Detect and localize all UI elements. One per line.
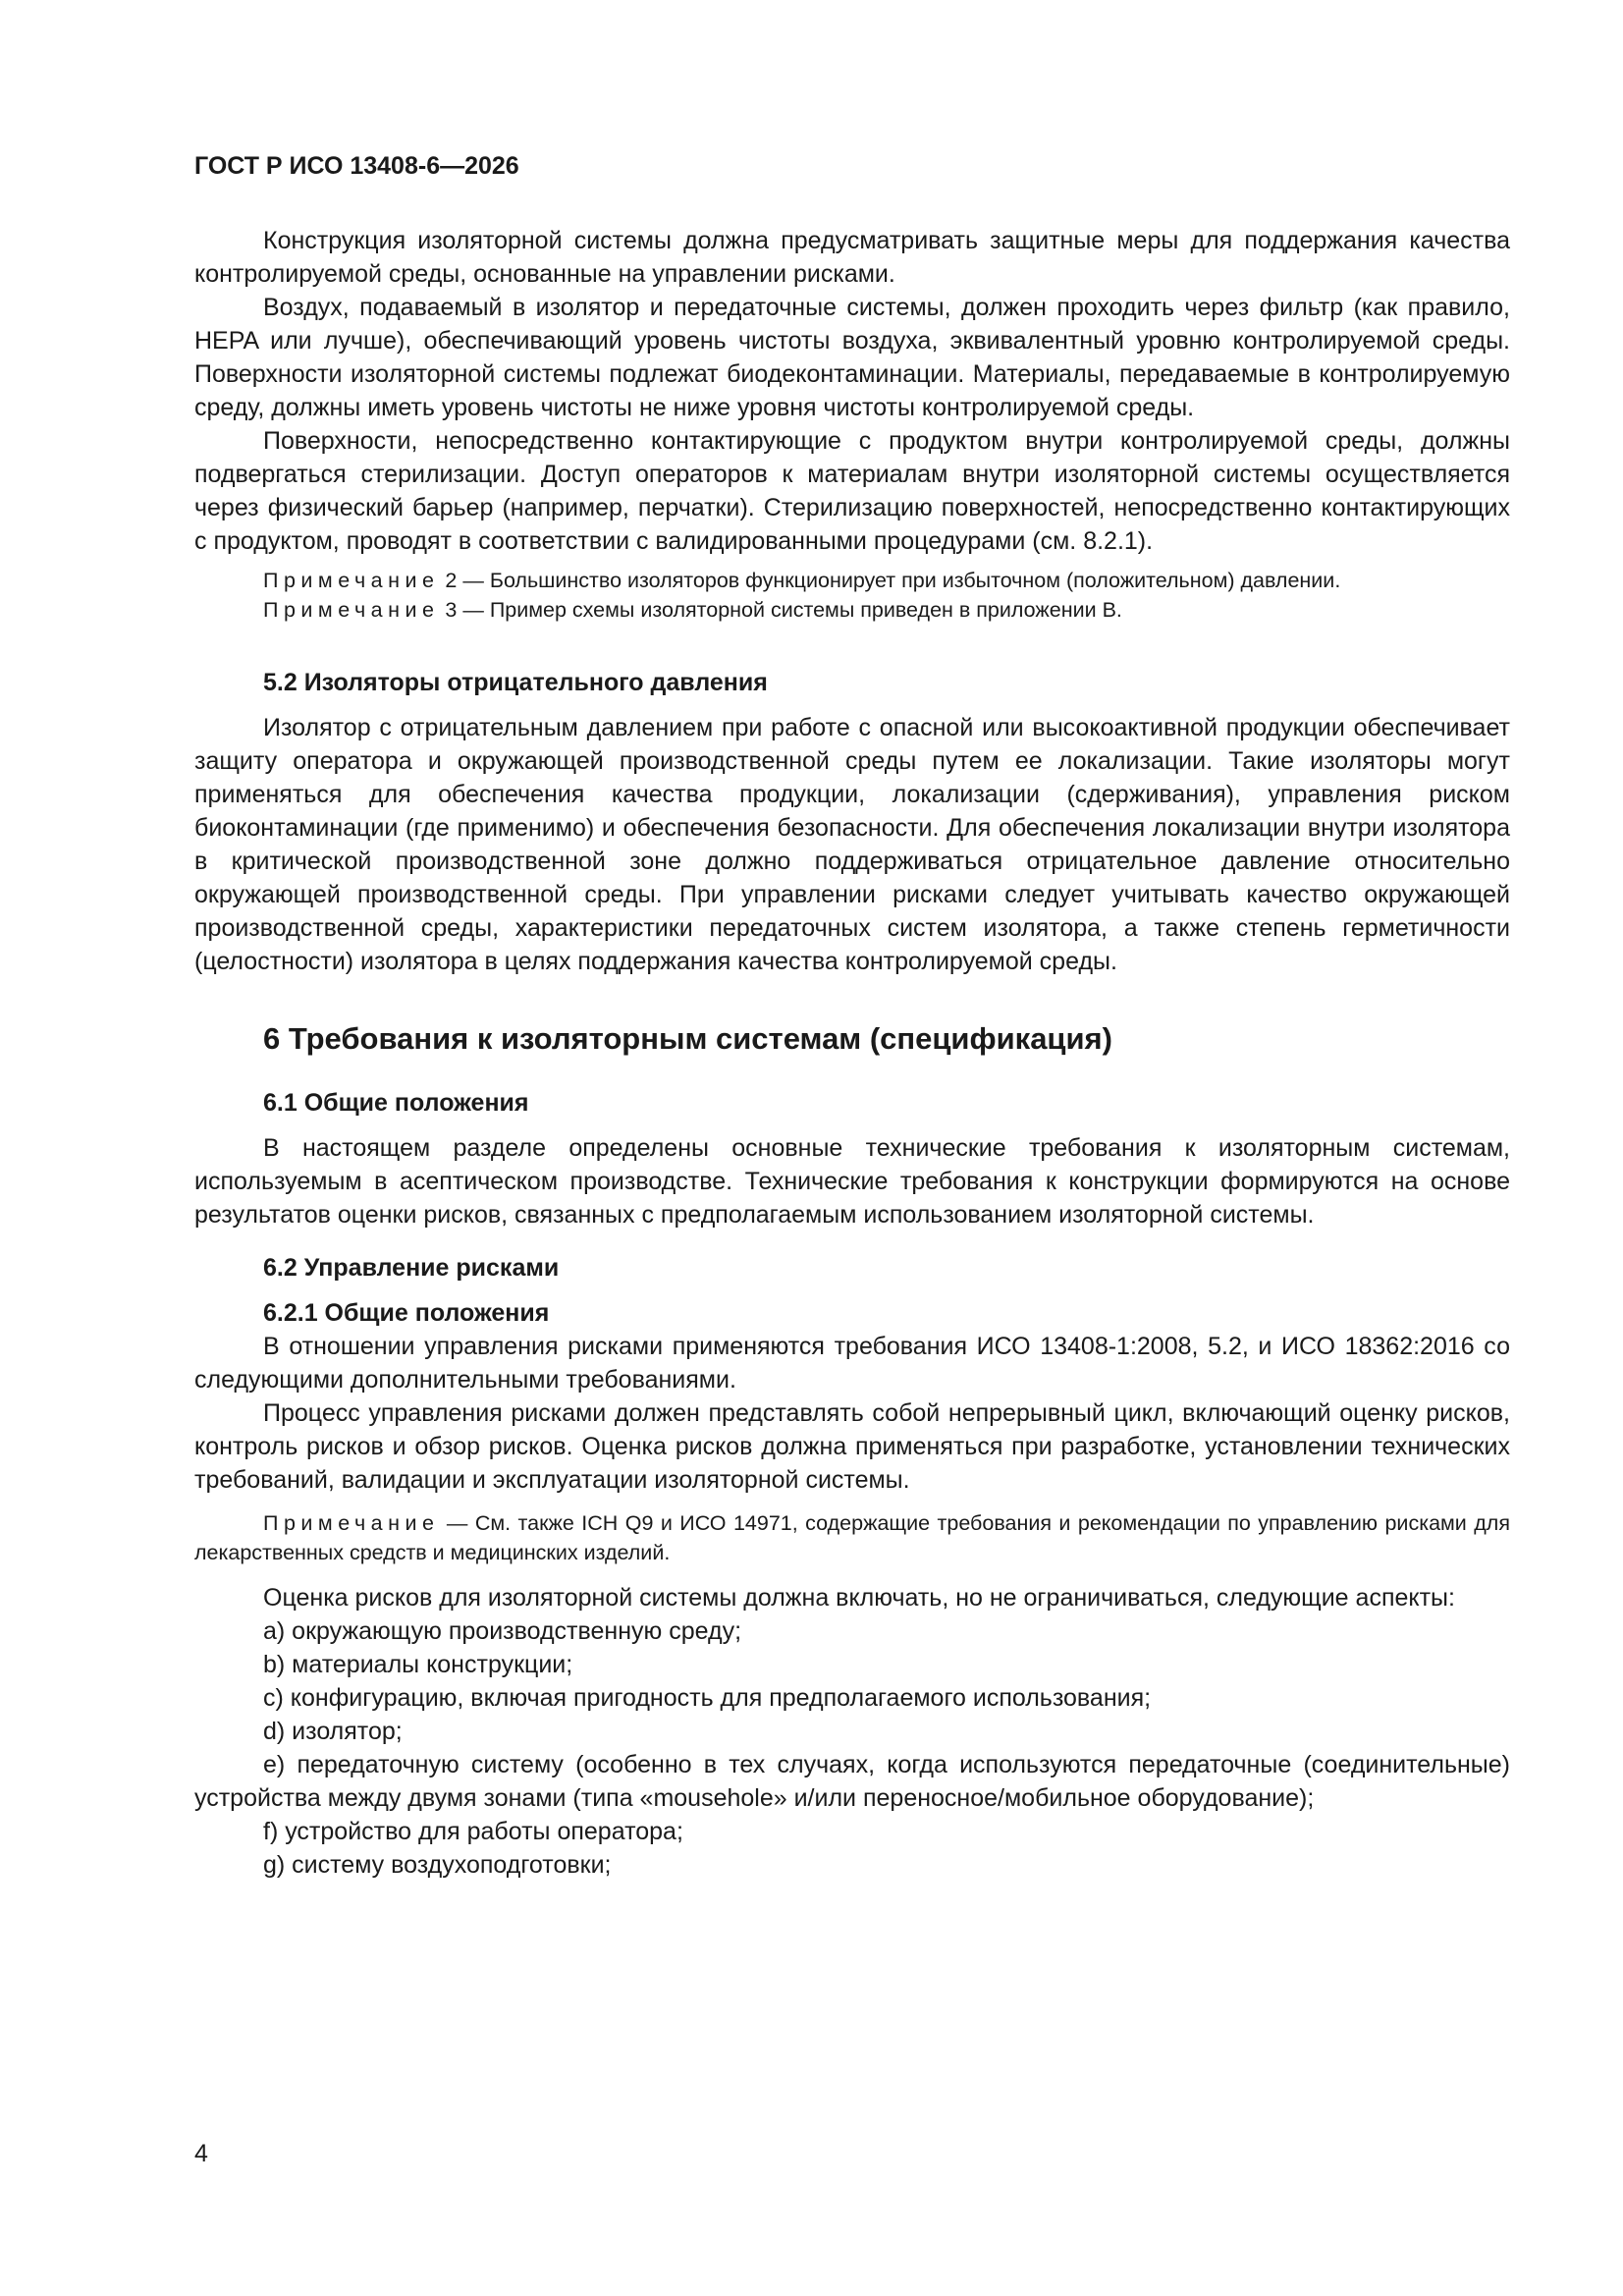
- document-body: [194, 224, 1510, 1882]
- note-label: Примечание: [263, 598, 440, 622]
- paragraph: Изолятор с отрицательным давлением при работе с опасной или высокоактивной продукции обеспечивает защиту оператора и окружающей производственной среды путем ее локализации. Такие изоляторы могут применяться для обеспечения качества продукции, локализации (сдерживания), управления риском биоконтаминации (где применимо) и обеспечения безопасности. Для обеспечения локализации внутри изолятора в критической производственной зоне должно поддерживаться отрицательное давление относительно окружающей производственной среды. При управлении рисками следует учитывать качество окружающей производственной среды, характеристики передаточных систем изолятора, а также степень герметичности (целостности) изолятора в целях поддержания качества контролируемой среды.: [194, 714, 1510, 975]
- note-label: Примечание: [263, 569, 440, 592]
- list-item-b: b) материалы конструкции;: [263, 1651, 573, 1678]
- note-2: [194, 566, 1510, 595]
- list-item-c: c) конфигурацию, включая пригодность для предполагаемого использования;: [263, 1684, 1152, 1712]
- note-text: 3 — Пример схемы изоляторной системы приведен в приложении В.: [439, 598, 1122, 622]
- note: [194, 1508, 1510, 1567]
- note-text: — См. также ICH Q9 и ИСО 14971, содержащие требования и рекомендации по управлению рисками для лекарственных средств и медицинских изделий.: [194, 1511, 1510, 1564]
- note-text: 2 — Большинство изоляторов функционирует при избыточном (положительном) давлении.: [439, 569, 1341, 592]
- paragraph: В отношении управления рисками применяются требования ИСО 13408-1:2008, 5.2, и ИСО 18362:2016 со следующими дополнительными требованиями.: [194, 1333, 1510, 1394]
- paragraph: Оценка рисков для изоляторной системы должна включать, но не ограничиваться, следующие аспекты:: [263, 1584, 1455, 1612]
- paragraph: Поверхности, непосредственно контактирующие с продуктом внутри контролируемой среды, должны подвергаться стерилизации. Доступ операторов к материалам внутри изоляторной системы осуществляется через физический барьер (например, перчатки). Стерилизацию поверхностей, непосредственно контактирующих с продуктом, проводят в соответствии с валидированными процедурами (см. 8.2.1).: [194, 427, 1510, 555]
- note-label: Примечание: [263, 1511, 440, 1535]
- section-heading-6-2-1: 6.2.1 Общие положения: [263, 1299, 550, 1327]
- section-heading-6-2: 6.2 Управление рисками: [263, 1254, 560, 1282]
- document-header: ГОСТ Р ИСО 13408-6—2026: [194, 152, 519, 180]
- list-item-g: g) систему воздухоподготовки;: [263, 1851, 612, 1879]
- note-3: [194, 595, 1510, 625]
- section-heading-5-2: 5.2 Изоляторы отрицательного давления: [263, 669, 768, 696]
- paragraph: Конструкция изоляторной системы должна предусматривать защитные меры для поддержания качества контролируемой среды, основанные на управлении рисками.: [194, 227, 1510, 288]
- page-number: 4: [194, 2140, 208, 2167]
- list-item-e: e) передаточную систему (особенно в тех случаях, когда используются передаточные (соединительные) устройства между двумя зонами (типа «mousehole» и/или переносное/мобильное оборудование);: [194, 1751, 1510, 1812]
- paragraph: В настоящем разделе определены основные технические требования к изоляторным системам, используемым в асептическом производстве. Технические требования к конструкции формируются на основе результатов оценки рисков, связанных с предполагаемым использованием изоляторной системы.: [194, 1134, 1510, 1229]
- paragraph: Процесс управления рисками должен представлять собой непрерывный цикл, включающий оценку рисков, контроль рисков и обзор рисков. Оценка рисков должна применяться при разработке, установлении технических требований, валидации и эксплуатации изоляторной системы.: [194, 1399, 1510, 1494]
- list-item-d: d) изолятор;: [263, 1718, 403, 1745]
- section-heading-6-1: 6.1 Общие положения: [263, 1089, 529, 1117]
- paragraph: Воздух, подаваемый в изолятор и передаточные системы, должен проходить через фильтр (как правило, HEPA или лучше), обеспечивающий уровень чистоты воздуха, эквивалентный уровню контролируемой среды. Поверхности изоляторной системы подлежат биодеконтаминации. Материалы, передаваемые в контролируемую среду, должны иметь уровень чистоты не ниже уровня чистоты контролируемой среды.: [194, 294, 1510, 421]
- section-heading-6: 6 Требования к изоляторным системам (спецификация): [263, 1021, 1112, 1056]
- list-item-a: a) окружающую производственную среду;: [263, 1617, 742, 1645]
- list-item-f: f) устройство для работы оператора;: [263, 1818, 683, 1845]
